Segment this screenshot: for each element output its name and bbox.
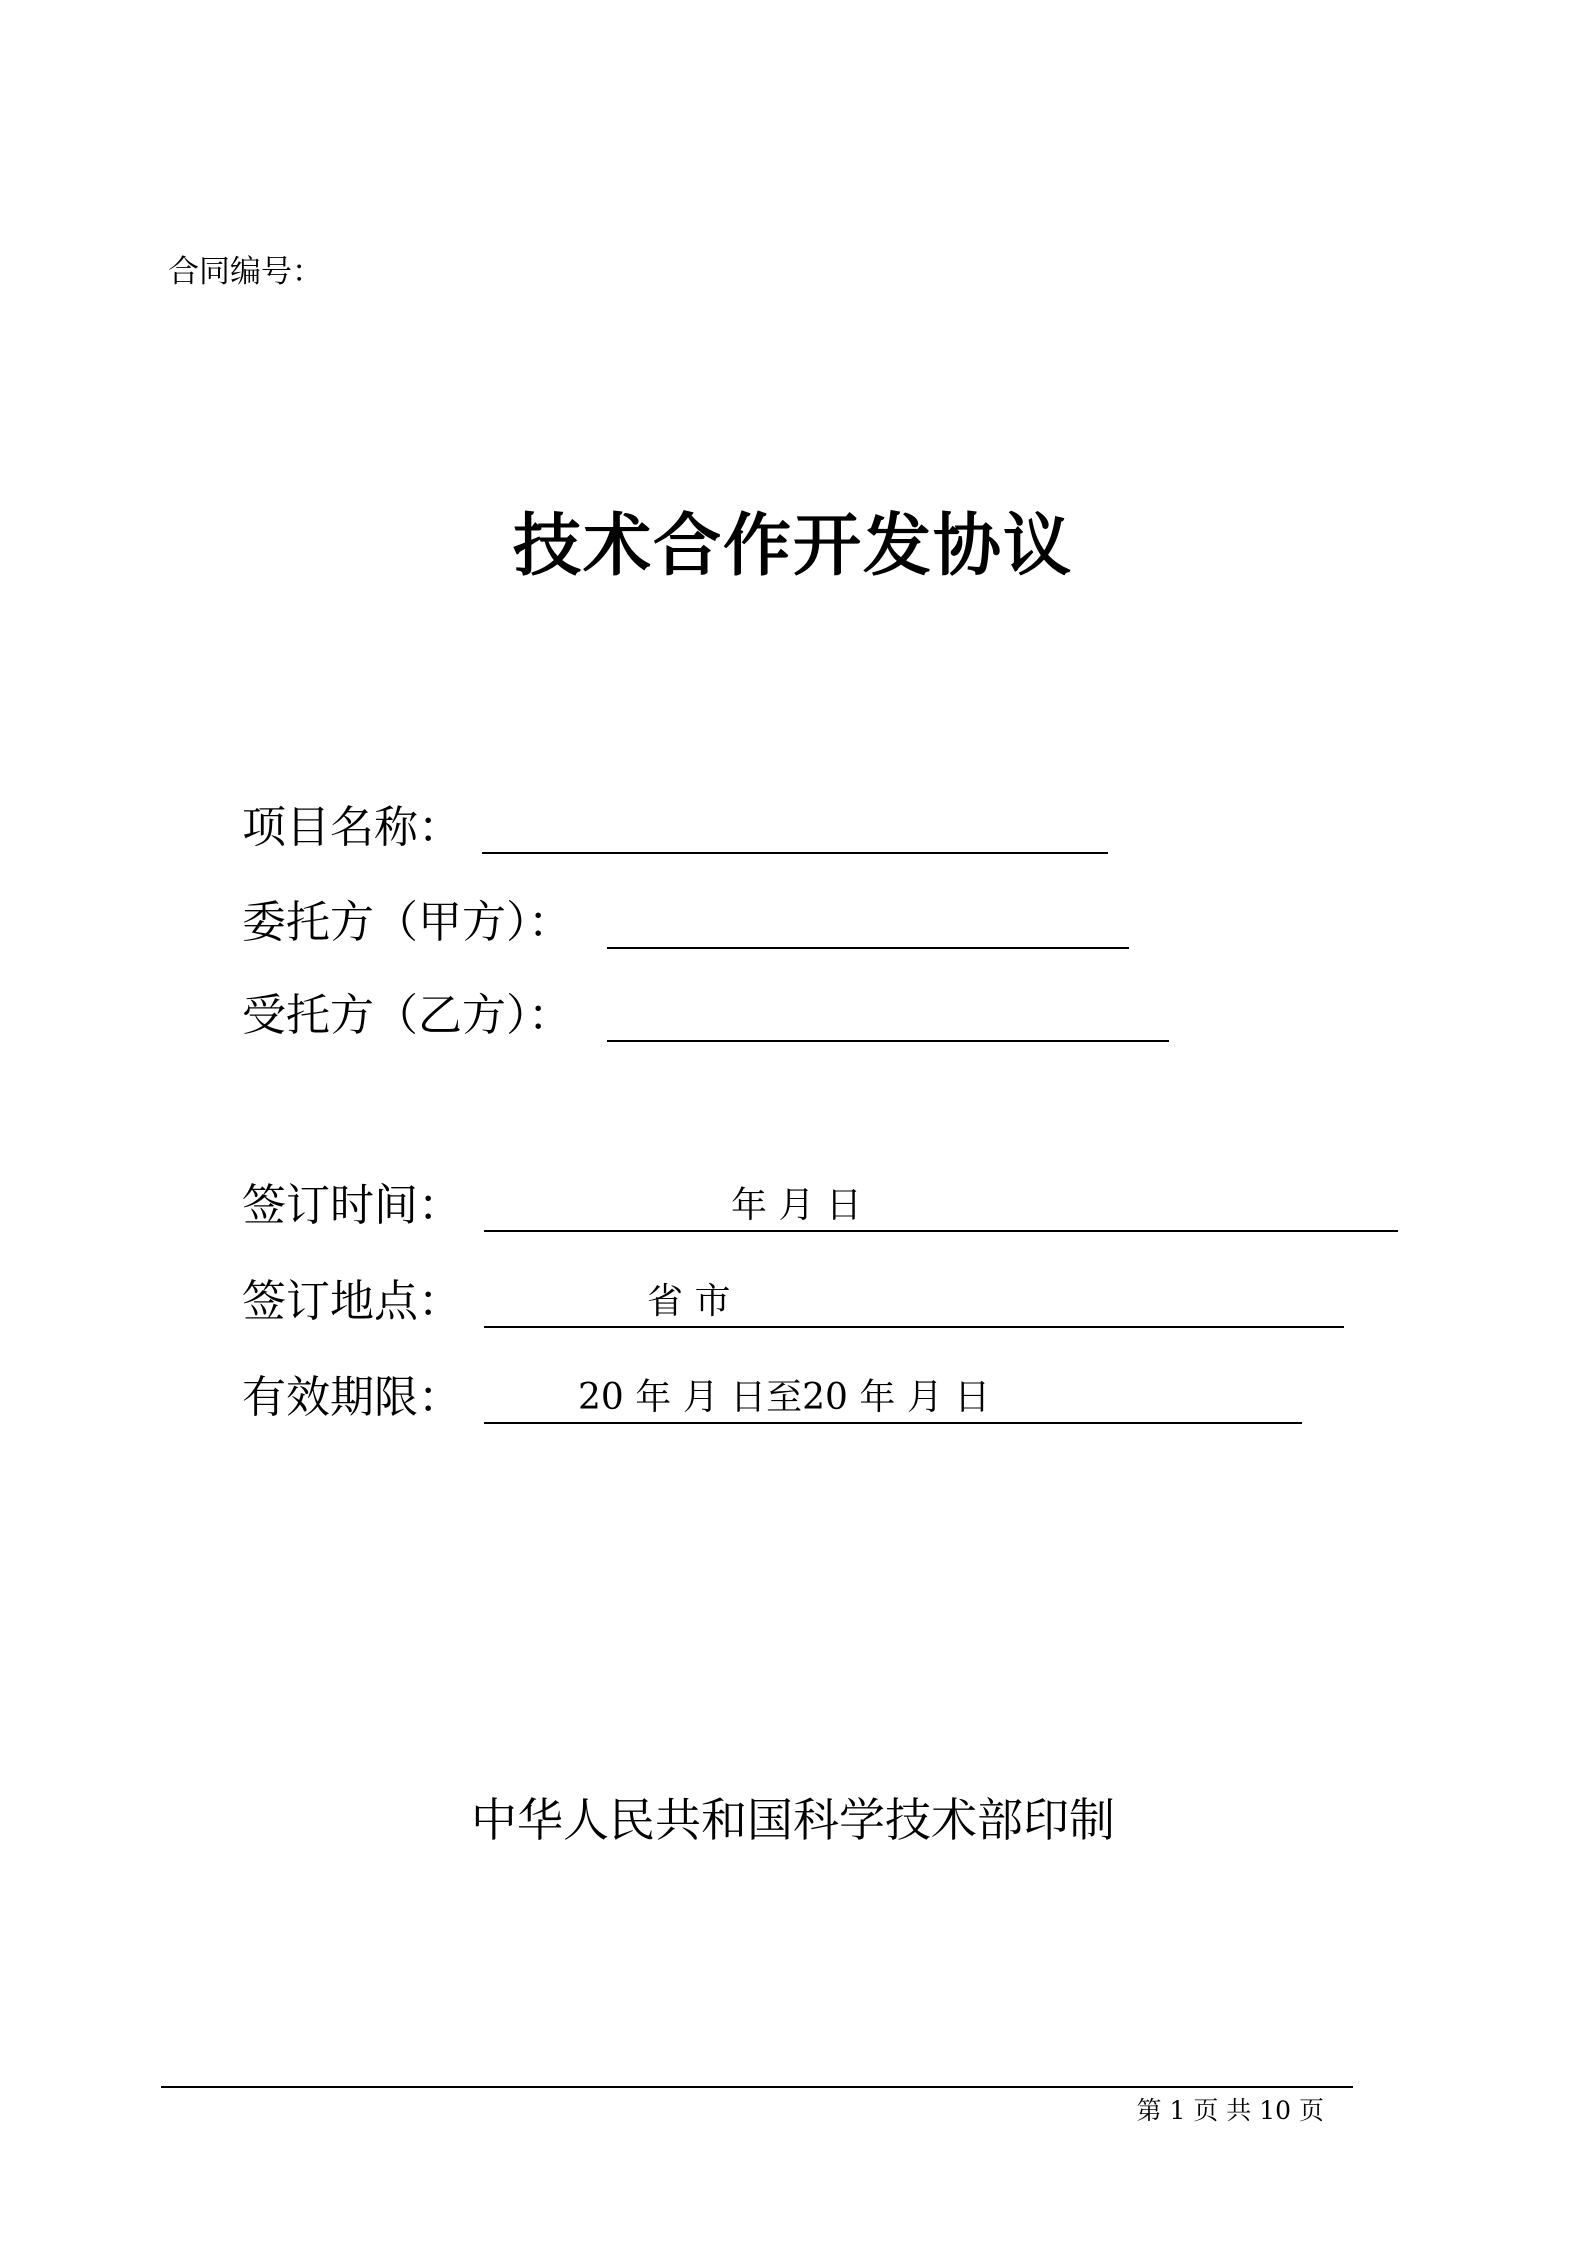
signing-place-field <box>242 1272 1352 1332</box>
signing-place-value: 省 市 <box>647 1281 731 1322</box>
client-blank <box>607 947 1129 949</box>
contractor-blank <box>607 1040 1169 1042</box>
client-label: 委托方（甲方）： <box>242 897 572 948</box>
document-title: 技术合作开发协议 <box>512 507 1073 586</box>
validity-field <box>242 1368 1312 1428</box>
project-name-blank <box>482 852 1108 854</box>
signing-date-blank <box>484 1230 1398 1232</box>
project-name-label: 项目名称： <box>242 802 462 853</box>
signing-place-label: 签订地点： <box>242 1276 462 1327</box>
validity-blank <box>484 1422 1302 1424</box>
contractor-field <box>242 986 1182 1046</box>
signing-date-field <box>242 1176 1402 1236</box>
page-number: 第 1 页 共 10 页 <box>1136 2096 1324 2125</box>
footer-divider <box>161 2086 1353 2088</box>
validity-label: 有效期限： <box>242 1372 462 1423</box>
signing-place-blank <box>484 1326 1344 1328</box>
signing-date-value: 年 月 日 <box>731 1185 862 1226</box>
signing-date-label: 签订时间： <box>242 1180 462 1231</box>
project-name-field <box>242 798 1112 858</box>
validity-value: 20 年 月 日至20 年 月 日 <box>578 1377 991 1418</box>
client-field <box>242 893 1142 953</box>
contractor-label: 受托方（乙方）： <box>242 990 572 1041</box>
contract-number-label: 合同编号： <box>168 254 323 290</box>
printer-credit: 中华人民共和国科学技术部印制 <box>471 1793 1115 1847</box>
